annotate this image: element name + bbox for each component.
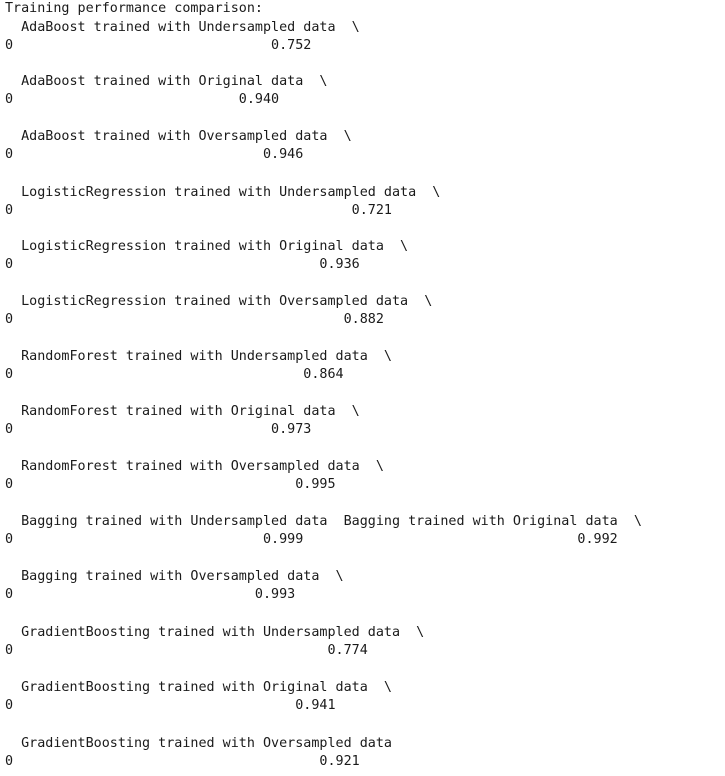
block-header: GradientBoosting trained with Undersampled data \ [5,625,425,640]
block-header: RandomForest trained with Oversampled data \ [5,459,384,474]
block-header: AdaBoost trained with Oversampled data \ [5,129,352,144]
block-value: 0 0.946 [5,147,304,162]
block-header: AdaBoost trained with Original data \ [5,74,328,89]
block-value: 0 0.752 [5,38,312,53]
block-header: LogisticRegression trained with Undersampled data \ [5,185,441,200]
block-value: 0 0.995 [5,477,336,492]
block-value: 0 0.936 [5,257,360,272]
block-value: 0 0.774 [5,643,368,658]
block-value: 0 0.882 [5,312,384,327]
block-value: 0 0.864 [5,367,344,382]
block-header: LogisticRegression trained with Oversampled data \ [5,294,433,309]
block-header: AdaBoost trained with Undersampled data \ [5,20,360,35]
block-header: Bagging trained with Undersampled data Bagging trained with Original data \ [5,514,642,529]
block-header: LogisticRegression trained with Original data \ [5,239,409,254]
output-title: Training performance comparison: [5,1,263,16]
block-value: 0 0.999 0.992 [5,532,618,547]
block-value: 0 0.921 [5,754,360,769]
block-header: RandomForest trained with Original data \ [5,404,360,419]
block-header: Bagging trained with Oversampled data \ [5,569,344,584]
block-value: 0 0.993 [5,587,296,602]
block-value: 0 0.941 [5,698,336,713]
block-value: 0 0.973 [5,422,312,437]
block-header: GradientBoosting trained with Original data \ [5,680,392,695]
block-header: GradientBoosting trained with Oversampled data [5,736,392,751]
block-header: RandomForest trained with Undersampled data \ [5,349,392,364]
block-value: 0 0.940 [5,92,280,107]
block-value: 0 0.721 [5,203,392,218]
